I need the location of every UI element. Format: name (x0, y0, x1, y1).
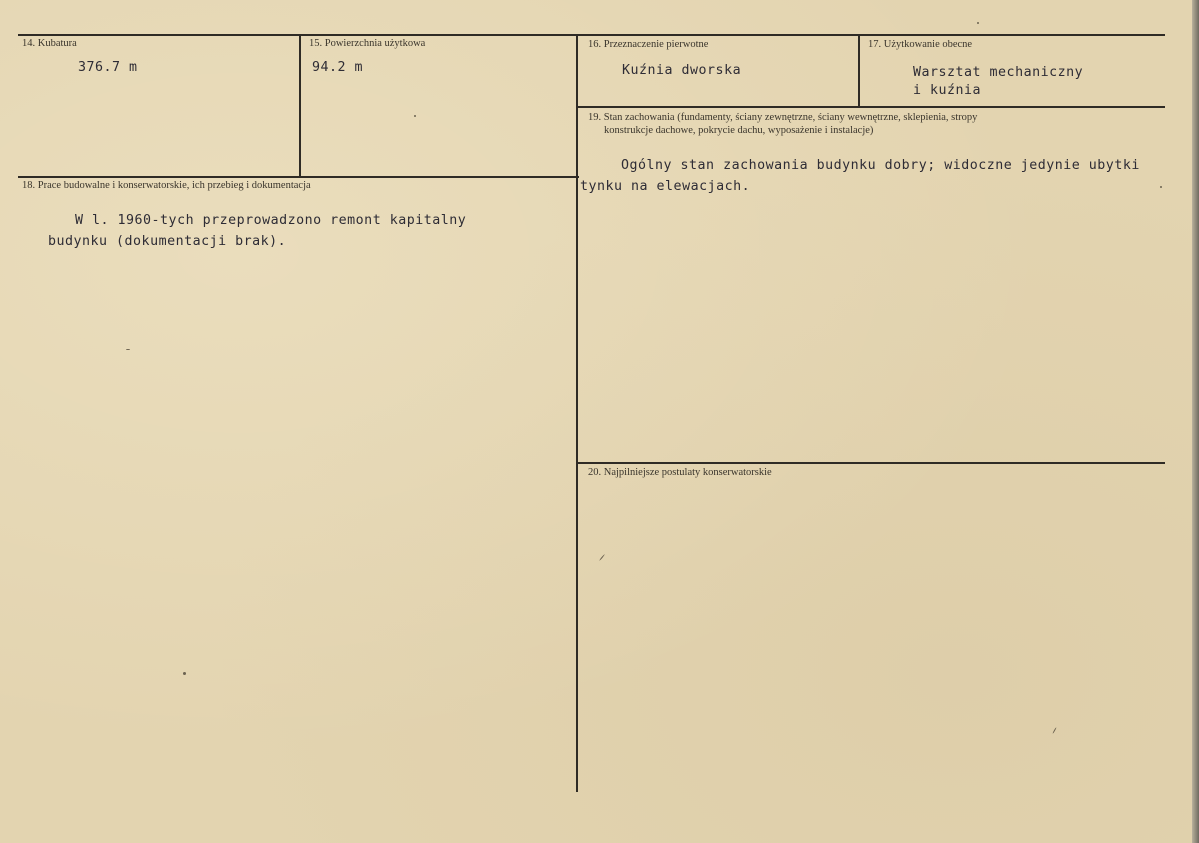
paper-speck (183, 672, 186, 675)
rule-above-field-18 (18, 176, 579, 178)
rule-below-field-16-17 (578, 106, 1165, 108)
paper-speck (977, 22, 979, 24)
field-19-label-line1: 19. Stan zachowania (fundamenty, ściany zewnętrzne, ściany wewnętrzne, sklepienia, stropy (588, 112, 978, 123)
paper-speck (414, 115, 416, 117)
field-14-label: 14. Kubatura (22, 38, 77, 49)
rule-above-field-20 (578, 462, 1165, 464)
field-17-label: 17. Użytkowanie obecne (868, 39, 973, 50)
field-19-label-line2: konstrukcje dachowe, pokrycie dachu, wyposażenie i instalacje) (604, 125, 874, 136)
field-17-value-line1: Warsztat mechaniczny (913, 65, 1084, 80)
field-17-value-line2: i kuźnia (913, 83, 982, 98)
top-rule (18, 34, 1165, 36)
paper-speck (1160, 186, 1162, 188)
scan-edge (1192, 0, 1199, 843)
field-19-text: Ogólny stan zachowania budynku dobry; widoczne jedynie ubytki tynku na elewacjach. (580, 158, 1140, 194)
field-19-value (580, 155, 1160, 197)
paper-speck (1052, 727, 1056, 734)
field-18-label: 18. Prace budowalne i konserwatorskie, ich przebieg i dokumentacja (22, 180, 311, 191)
field-14-value: 376.7 m (78, 60, 138, 75)
field-15-value: 94.2 m (312, 60, 364, 75)
field-16-label: 16. Przeznaczenie pierwotne (588, 39, 709, 50)
field-16-value: Kuźnia dworska (622, 63, 742, 78)
main-vertical-divider (576, 34, 578, 792)
field-20-label: 20. Najpilniejsze postulaty konserwatorskie (588, 467, 772, 478)
divider-16-17 (858, 34, 860, 106)
paper-speck (126, 349, 130, 350)
field-18-value (48, 210, 488, 252)
field-15-label: 15. Powierzchnia użytkowa (309, 38, 426, 49)
paper-speck (599, 554, 605, 561)
field-18-text: W l. 1960-tych przeprowadzono remont kapitalny budynku (dokumentacji brak). (48, 213, 467, 249)
divider-14-15 (299, 34, 301, 176)
